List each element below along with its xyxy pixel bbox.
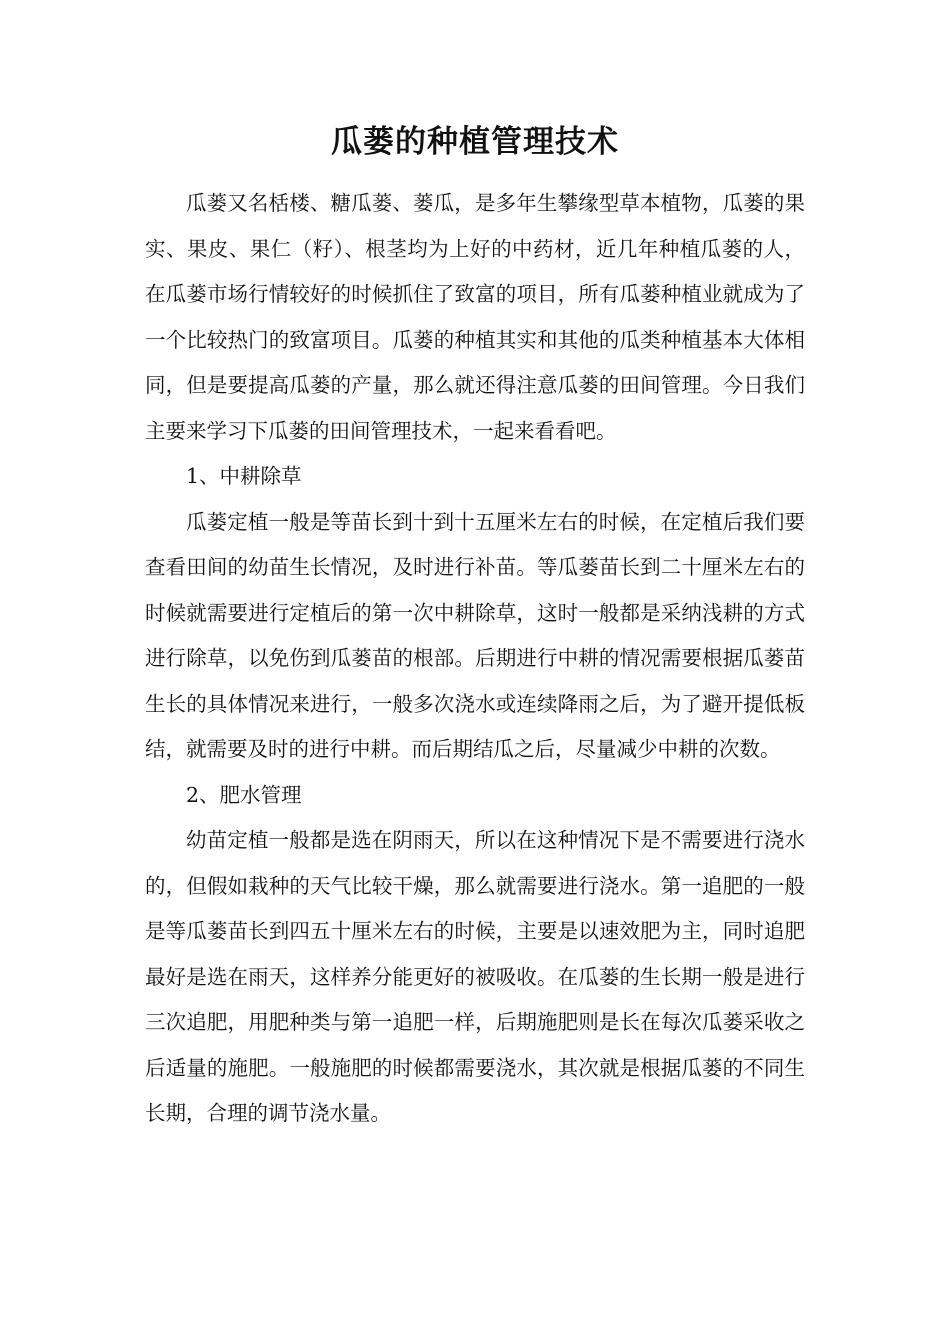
section-paragraph-weeding: 瓜蒌定植一般是等苗长到十到十五厘米左右的时候，在定植后我们要查看田间的幼苗生长情况，及时进行补苗。等瓜蒌苗长到二十厘米左右的时候就需要进行定植后的第一次中耕除草，这时一般都是采纳浅耕的方式进行除草，以免伤到瓜蒌苗的根部。后期进行中耕的情况需要根据瓜蒌苗生长的具体情况来进行，一般多次浇水或连续降雨之后，为了避开提低板结，就需要及时的进行中耕。而后期结瓜之后，尽量减少中耕的次数。 [145,509,805,761]
document-title: 瓜蒌的种植管理技术 [331,124,619,160]
section-heading-fertilizer-water: 2、肥水管理 [186,782,302,807]
section-paragraph-fertilizer-water: 幼苗定植一般都是选在阴雨天，所以在这种情况下是不需要进行浇水的，但假如栽种的天气比较干燥，那么就需要进行浇水。第一追肥的一般是等瓜蒌苗长到四五十厘米左右的时候，主要是以速效肥为主，同时追肥最好是选在雨天，这样养分能更好的被吸收。在瓜蒌的生长期一般是进行三次追肥，用肥种类与第一追肥一样，后期施肥则是长在每次瓜蒌采收之后适量的施肥。一般施肥的时候都需要浇水，其次就是根据瓜蒌的不同生长期，合理的调节浇水量。 [145,828,805,1125]
section-heading-weeding: 1、中耕除草 [186,464,302,488]
intro-paragraph: 瓜蒌又名栝楼、糖瓜蒌、蒌瓜，是多年生攀缘型草本植物，瓜蒌的果实、果皮、果仁（籽）、根茎均为上好的中药材，近几年种植瓜蒌的人，在瓜蒌市场行情较好的时候抓住了致富的项目，所有瓜蒌种植业就成为了一个比较热门的致富项目。瓜蒌的种植其实和其他的瓜类种植基本大体相同，但是要提高瓜蒌的产量，那么就还得注意瓜蒌的田间管理。今日我们主要来学习下瓜蒌的田间管理技术，一起来看看吧。 [145,191,805,443]
document-body [145,181,805,1137]
